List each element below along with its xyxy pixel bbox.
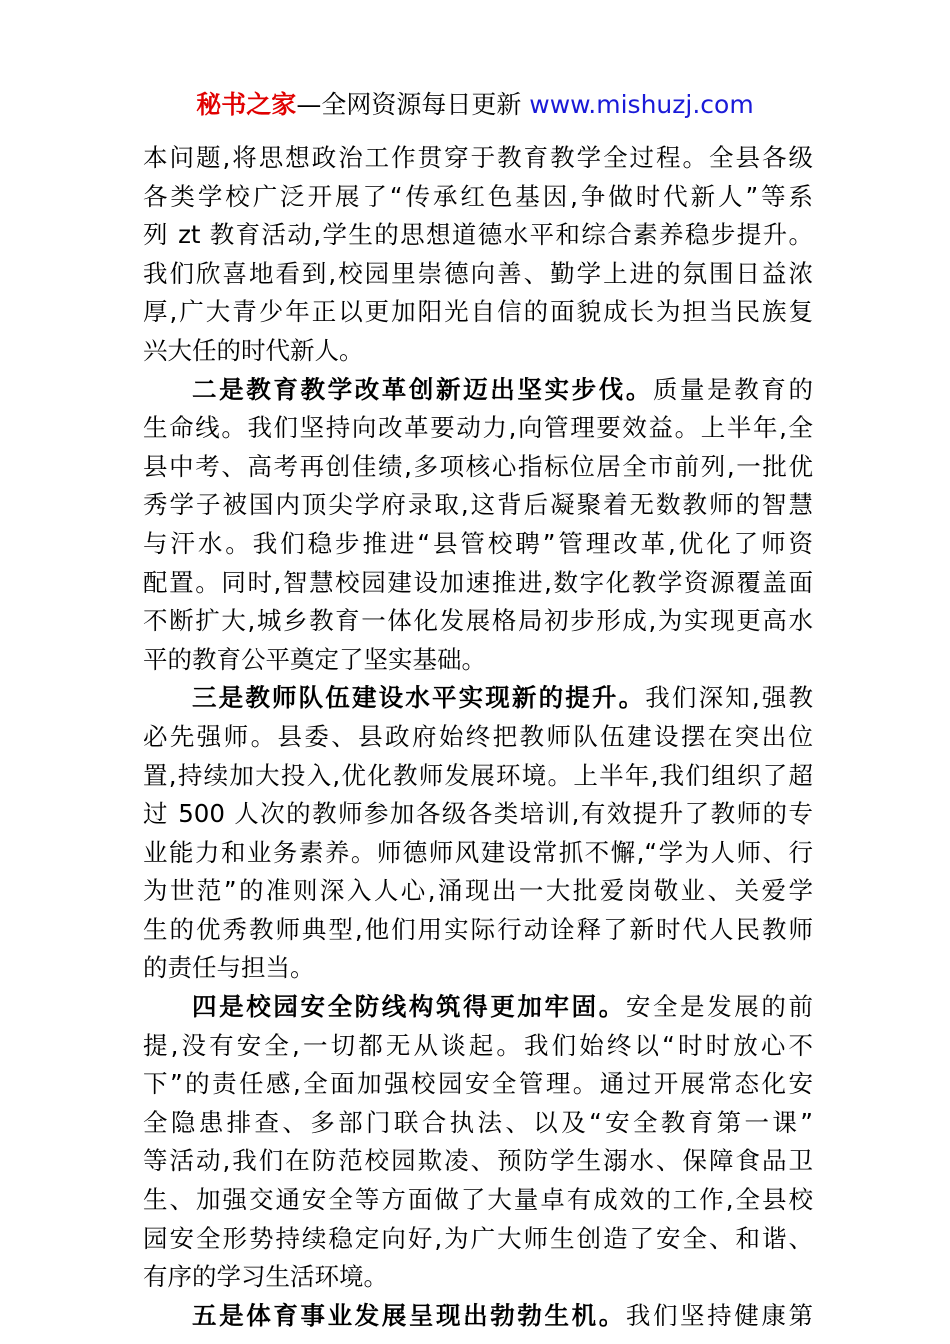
text-line: 有序的学习生活环境。	[143, 1262, 388, 1292]
text-line: 园安全形势持续稳定向好,为广大师生创造了安全、和谐、	[143, 1223, 813, 1253]
paragraph-heading-line	[143, 1297, 813, 1336]
text-line: 的责任与担当。	[143, 953, 315, 983]
paragraph-heading-line	[143, 988, 813, 1027]
paragraph-text: 我们坚持健康第	[625, 1300, 814, 1330]
text-line: 各类学校广泛开展了“传承红色基因,争做时代新人”等系	[143, 181, 813, 211]
text-line: 县中考、高考再创佳绩,多项核心指标位居全市前列,一批优	[143, 451, 813, 481]
text-line: 生、加强交通安全等方面做了大量卓有成效的工作,全县校	[143, 1185, 813, 1215]
text-line: 生的优秀教师典型,他们用实际行动诠释了新时代人民教师	[143, 914, 813, 944]
text-line: 平的教育公平奠定了坚实基础。	[143, 644, 486, 674]
text-line: 等活动,我们在防范校园欺凌、预防学生溺水、保障食品卫	[143, 1146, 813, 1176]
text-line: 必先强师。县委、县政府始终把教师队伍建设摆在突出位	[143, 721, 813, 751]
site-header	[0, 88, 950, 122]
site-url-link[interactable]: www.mishuzj.com	[529, 90, 754, 119]
text-line: 全隐患排查、多部门联合执法、以及“安全教育第一课”	[143, 1107, 813, 1137]
paragraph-text: 安全是发展的前	[625, 992, 814, 1022]
text-line: 提,没有安全,一切都无从谈起。我们始终以“时时放心不	[143, 1030, 813, 1060]
text-line: 与汗水。我们稳步推进“县管校聘”管理改革,优化了师资	[143, 528, 813, 558]
text-line: 置,持续加大投入,优化教师发展环境。上半年,我们组织了超	[143, 760, 813, 790]
text-line: 本问题,将思想政治工作贯穿于教育教学全过程。全县各级	[143, 143, 813, 172]
text-line: 我们欣喜地看到,校园里崇德向善、勤学上进的氛围日益浓	[143, 258, 813, 288]
paragraph-lead: 四是校园安全防线构筑得更加牢固。	[192, 992, 626, 1022]
paragraph-text: 我们深知,强教	[645, 683, 814, 713]
text-line: 兴大任的时代新人。	[143, 335, 364, 365]
header-tagline: —全网资源每日更新	[296, 90, 530, 119]
text-line: 为世范”的准则深入人心,涌现出一大批爱岗敬业、关爱学	[143, 876, 813, 906]
paragraph-text: 质量是教育的	[652, 374, 814, 404]
paragraph-lead: 五是体育事业发展呈现出勃勃生机。	[192, 1300, 626, 1330]
text-line: 配置。同时,智慧校园建设加速推进,数字化教学资源覆盖面	[143, 567, 813, 597]
text-line: 秀学子被国内顶尖学府录取,这背后凝聚着无数教师的智慧	[143, 490, 813, 520]
brand-name: 秘书之家	[196, 90, 297, 119]
paragraph-lead: 二是教育教学改革创新迈出坚实步伐。	[192, 374, 653, 404]
text-line: 厚,广大青少年正以更加阳光自信的面貌成长为担当民族复	[143, 297, 813, 327]
text-line: 不断扩大,城乡教育一体化发展格局初步形成,为实现更高水	[143, 606, 813, 636]
paragraph-lead: 三是教师队伍建设水平实现新的提升。	[192, 683, 646, 713]
text-line: 业能力和业务素养。师德师风建设常抓不懈,“学为人师、行	[143, 837, 813, 867]
document-body	[143, 139, 813, 1335]
paragraph-heading-line	[143, 679, 813, 718]
text-line: 列 zt 教育活动,学生的思想道德水平和综合素养稳步提升。	[143, 220, 813, 250]
text-line: 下”的责任感,全面加强校园安全管理。通过开展常态化安	[143, 1069, 813, 1099]
paragraph-heading-line	[143, 371, 813, 410]
text-line: 生命线。我们坚持向改革要动力,向管理要效益。上半年,全	[143, 413, 813, 443]
text-line: 过 500 人次的教师参加各级各类培训,有效提升了教师的专	[143, 799, 813, 829]
